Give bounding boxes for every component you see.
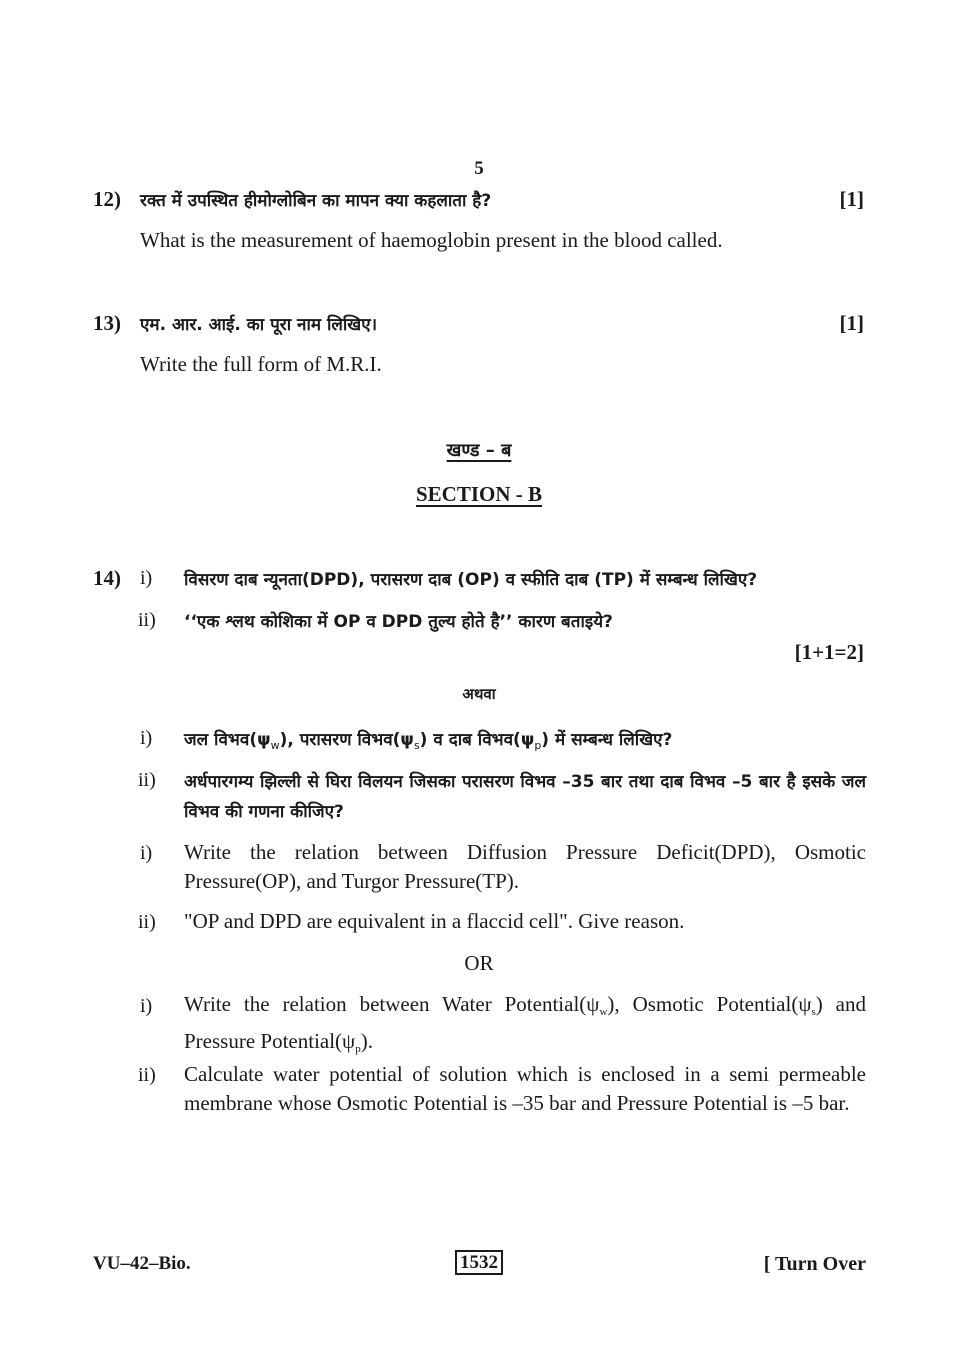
question-13-hindi: एम. आर. आई. का पूरा नाम लिखिए। xyxy=(140,315,378,335)
or-hindi: अथवा xyxy=(462,685,496,703)
roman-ii: ii) xyxy=(138,911,156,933)
question-14-alt-english-i xyxy=(184,990,866,1064)
question-14-english-ii: "OP and DPD are equivalent in a flaccid cell". Give reason. xyxy=(184,909,685,933)
footer-turn-over: [ Turn Over xyxy=(763,1253,866,1275)
roman-ii: ii) xyxy=(138,769,156,791)
text-span: ). xyxy=(360,1029,373,1053)
subscript: p xyxy=(534,739,542,752)
text-span: ), Osmotic Potential(ψ xyxy=(607,992,812,1016)
question-14-hindi-i: विसरण दाब न्यूनता(DPD), परासरण दाब (OP) व स्फीति दाब (TP) में सम्बन्ध लिखिए? xyxy=(184,570,758,590)
subscript: w xyxy=(599,1006,608,1018)
subscript: s xyxy=(811,1006,816,1018)
question-14-alt-hindi-i xyxy=(184,727,672,752)
subscript: s xyxy=(413,739,420,752)
section-english-title xyxy=(0,482,958,507)
subscript: p xyxy=(355,1043,361,1055)
roman-i: i) xyxy=(140,995,153,1017)
question-14-english-i: Write the relation between Diffusion Pressure Deficit(DPD), Osmotic Pressure(OP), and Turgor Pressure(TP). xyxy=(184,840,866,893)
subscript: w xyxy=(270,739,280,752)
question-14-alt-english-ii: Calculate water potential of solution which is enclosed in a semi permeable membrane whose Osmotic Potential is –35 bar and Pressure Potential is –5 bar. xyxy=(184,1062,866,1115)
roman-i: i) xyxy=(140,727,153,749)
section-hindi-title-text: खण्ड – ब xyxy=(446,440,512,461)
question-14-alt-hindi-ii: अर्धपारगम्य झिल्ली से घिरा विलयन जिसका परासरण विभव –35 बार तथा दाब विभव –5 बार है इसके जल विभव की गणना कीजिए? xyxy=(184,772,866,822)
question-12-english: What is the measurement of haemoglobin present in the blood called. xyxy=(140,228,723,252)
question-13-marks: [1] xyxy=(839,311,864,335)
question-12-hindi: रक्त में उपस्थित हीमोग्लोबिन का मापन क्या कहलाता है? xyxy=(140,191,492,211)
section-hindi-title xyxy=(0,438,958,462)
roman-i: i) xyxy=(140,842,153,864)
text-span: ) व दाब विभव(ψ xyxy=(419,730,535,750)
roman-ii: ii) xyxy=(138,1064,156,1086)
text-span: ), परासरण विभव(ψ xyxy=(279,730,414,750)
question-14-number: 14) xyxy=(93,566,121,590)
roman-i: i) xyxy=(140,567,153,589)
footer-page-code-box: 1532 xyxy=(455,1250,503,1275)
footer-code: VU–42–Bio. xyxy=(93,1253,191,1274)
question-13-number: 13) xyxy=(93,311,121,335)
or-english: OR xyxy=(464,951,494,975)
question-13-english: Write the full form of M.R.I. xyxy=(140,352,382,376)
question-12-number: 12) xyxy=(93,187,121,211)
text-span: ) and Pressure Potential(ψ xyxy=(184,992,866,1053)
text-span: ) में सम्बन्ध लिखिए? xyxy=(541,730,673,750)
text-span: जल विभव(ψ xyxy=(184,730,271,750)
question-14-hindi-ii: ‘‘एक श्लथ कोशिका में OP व DPD तुल्य होते है’’ कारण बताइये? xyxy=(184,612,613,632)
roman-ii: ii) xyxy=(138,609,156,631)
question-14-marks: [1+1=2] xyxy=(794,640,864,664)
question-12-marks: [1] xyxy=(839,187,864,211)
page-number: 5 xyxy=(474,158,484,179)
section-english-title-text: SECTION - B xyxy=(415,482,543,506)
text-span: Write the relation between Water Potential(ψ xyxy=(184,992,600,1016)
